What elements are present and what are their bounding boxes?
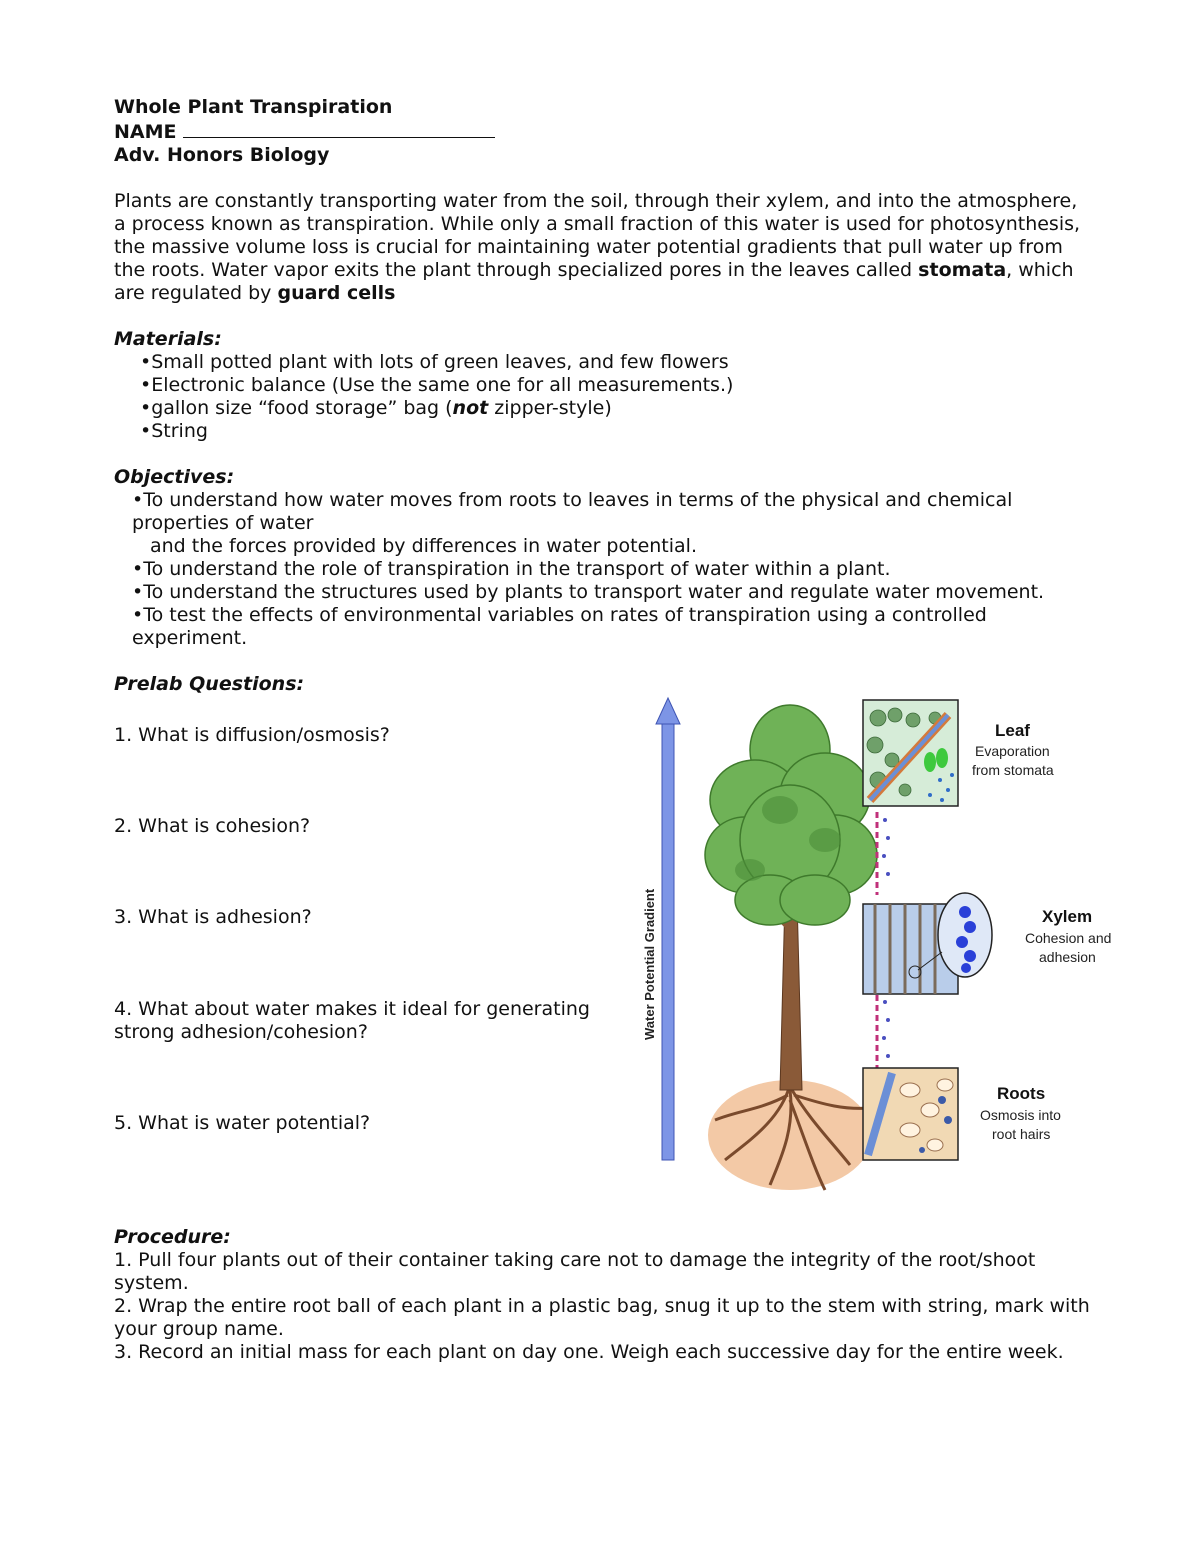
procedure-step-2: 2. Wrap the entire root ball of each plant in a plastic bag, snug it up to the stem with string, mark with your group name. xyxy=(114,1295,1090,1340)
item-text: gallon size “food storage” bag ( xyxy=(151,397,453,419)
objectives-heading: Objectives: xyxy=(114,466,235,488)
xylem-label: Xylem xyxy=(1042,907,1093,926)
leaf-label: Leaf xyxy=(995,721,1030,740)
roots-label: Roots xyxy=(997,1084,1046,1103)
name-label: NAME xyxy=(114,121,177,143)
list-item: • To understand the role of transpiration in the transport of water within a plant. xyxy=(132,558,1094,581)
list-item: • To understand the structures used by plants to transport water and regulate water movement. xyxy=(132,581,1094,604)
name-line xyxy=(114,119,1094,144)
roots-caption-1: Osmosis into xyxy=(980,1107,1061,1123)
intro-paragraph xyxy=(114,190,1094,305)
prelab-question-2: 2. What is cohesion? xyxy=(114,815,311,837)
intro-text-2: , which are regulated by xyxy=(114,259,1074,304)
roots-inset xyxy=(863,1068,958,1160)
prelab-question-3: 3. What is adhesion? xyxy=(114,906,312,928)
term-guard-cells: guard cells xyxy=(277,282,396,304)
transpiration-diagram xyxy=(630,690,1130,1200)
procedure-step-1: 1. Pull four plants out of their container taking care not to damage the integrity of the root/shoot system. xyxy=(114,1249,1036,1294)
gradient-label: Water Potential Gradient xyxy=(642,888,657,1040)
list-item xyxy=(132,489,1094,558)
prelab-question-1: 1. What is diffusion/osmosis? xyxy=(114,724,390,746)
list-item: • Electronic balance (Use the same one for all measurements.) xyxy=(140,374,1094,397)
procedure-heading: Procedure: xyxy=(114,1226,231,1248)
list-item: • String xyxy=(140,420,1094,443)
worksheet-body xyxy=(114,96,1094,696)
materials-heading: Materials: xyxy=(114,328,222,350)
xylem-caption-2: adhesion xyxy=(1039,949,1096,965)
item-text: zipper-style) xyxy=(488,397,612,419)
item-text: and the forces provided by differences in water potential. xyxy=(150,535,697,557)
doc-title: Whole Plant Transpiration xyxy=(114,96,393,118)
xylem-caption-1: Cohesion and xyxy=(1025,930,1112,946)
prelab-question-4: 4. What about water makes it ideal for generating strong adhesion/cohesion? xyxy=(114,998,590,1043)
name-blank[interactable] xyxy=(183,119,495,138)
course-title: Adv. Honors Biology xyxy=(114,144,330,166)
materials-list xyxy=(114,351,1094,443)
roots-caption-2: root hairs xyxy=(992,1126,1051,1142)
prelab-heading: Prelab Questions: xyxy=(114,673,305,695)
intro-text-1: Plants are constantly transporting water from the soil, through their xylem, and into the atmosphere, a process known as transpiration. While only a small fraction of this water is used for photosynthesis, the massive volume loss is crucial for maintaining water potential gradients that pull water up from the roots. Water vapor exits the plant through specialized pores in the leaves called xyxy=(114,190,1081,281)
item-text: To understand how water moves from roots to leaves in terms of the physical and chemical properties of water xyxy=(132,489,1013,534)
leaf-inset xyxy=(863,700,958,806)
term-stomata: stomata xyxy=(918,259,1007,281)
leaf-caption-2: from stomata xyxy=(972,762,1054,778)
xylem-inset xyxy=(863,893,992,994)
water-potential-arrow xyxy=(656,698,680,1160)
leaf-caption-1: Evaporation xyxy=(975,743,1050,759)
list-item: • Small potted plant with lots of green leaves, and few flowers xyxy=(140,351,1094,374)
procedure-step-3: 3. Record an initial mass for each plant on day one. Weigh each successive day for the entire week. xyxy=(114,1341,1064,1363)
list-item: • To test the effects of environmental variables on rates of transpiration using a controlled experiment. xyxy=(132,604,1094,650)
objectives-list xyxy=(114,489,1094,650)
prelab-question-5: 5. What is water potential? xyxy=(114,1112,371,1134)
list-item xyxy=(140,397,1094,420)
procedure-section xyxy=(114,1226,1094,1364)
item-emphasis: not xyxy=(452,397,489,419)
